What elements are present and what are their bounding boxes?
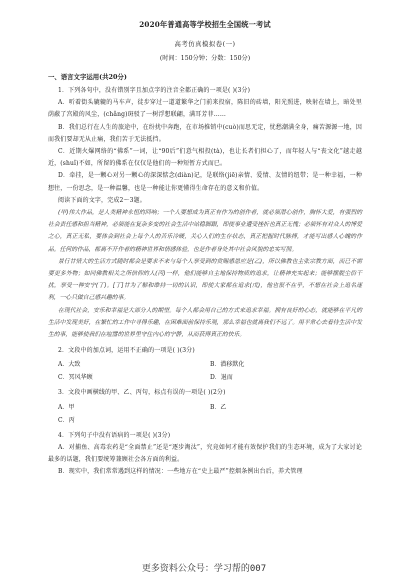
passage-paragraph-1: (甲)伟大作品，是人类精神永恒的回响；一个人要想成为真正有作为的创作者，就必须潜心创作，胸怀大爱，有强烈的社会责任感和担当精神，必须能在复杂多变的社会生活中站稳脚跟，即使事业遭受挫折也真正无愧；必须怀有对众人的博爱之心，真正无私，要体会到社会上每个人的苦乐冷暖，关心人们的生存状态，真正把握时代脉搏，才能写出感人心魄的作品。任何的作品，都离不开作者的精神世界和情感体验，也是作者身处其中社会风貌的忠实写照。 xyxy=(48,210,362,253)
question-3-option-b: B．乙 xyxy=(210,403,227,411)
question-3-stem: 3．文段中画横线的甲、乙、丙句，标点有误的一项是( )(2分) xyxy=(58,389,226,397)
question-3-option-a: A．甲 xyxy=(58,403,75,411)
question-2-option-b: B．潜移默化 xyxy=(210,361,245,369)
passage-paragraph-3: 在现代社会，安乐和幸福是大部分人的期望。每个人都会用自己的方式来追求幸福。拥有良好的心态，就能够在平凡的生活中发现美好，在繁忙的工作中寻得乐趣，在困难面前保持乐观，那么幸福也就离我们不远了。用平常心去看待生活中发生的事，能够使我们在喧嚣的世界里守住内心的宁静，从而获得真正的快乐。 xyxy=(48,307,362,339)
question-2-option-a: A．大致 xyxy=(58,361,81,369)
question-1-option-c: C．近期火爆网络的“佛系”一词，让“90后”们意气相投(tà)，也让长者们担心了，而年轻人与“丧文化”越走越近，(shuǐ)不如，所留的佛系在仅仅是他们的一种短暂方式而已。 xyxy=(48,148,362,168)
question-2-option-d: D．退而 xyxy=(210,374,233,382)
question-2-option-c: C．冥风华顾 xyxy=(58,374,93,382)
question-4-option-a: A．对捕鱼、高毒农药是“全面禁止”还是“逐步淘汰”，究竟如何才能有效保护我们的生态环境，成为了大家讨论最多的话题，我们要统筹兼顾社会各方面的利益。 xyxy=(48,443,362,464)
exam-subtitle: 高考仿真模拟卷(一) xyxy=(174,40,236,48)
question-3-options xyxy=(58,402,362,426)
question-2-options xyxy=(58,359,362,383)
section-heading: 一、语言文字运用(共20分) xyxy=(48,73,127,81)
reading-intro: 阅读下面的文字，完成2～3题。 xyxy=(58,196,146,204)
question-2-stem: 2．文段中的加点词，运用不正确的一项是( )(3分) xyxy=(58,347,195,355)
question-3-option-c: C．丙 xyxy=(58,416,75,424)
question-4-option-b: B．现实中，我们常常遇到这样的情况：一些地方在“史上最严”控烟条例出台后，养犬管理 xyxy=(58,468,303,476)
question-1-option-b: B．我们总行在人生的旅途中，在纷扰中奔跑，在市场推销中(cuò)而思无定，忧愁潮满全身，痛苦源源一地，因而我们要却无从止痛，我们苦于无法抵挡。 xyxy=(48,123,362,143)
exam-title: 2020年普通高等学校招生全国统一考试 xyxy=(139,20,271,29)
footer-watermark: 更多资料公众号：学习帮的007 xyxy=(141,564,267,574)
question-1-option-a: A．听着街头辘辘的马车声，徒步穿过一道道繁华之门前来投宿，陈旧的砖墙，阳光照进，映射在墙上，暗处里荫蔽了宫殿的风尘，(chǎng)斑驳了一树浮想联翩，满耳芳菲…… xyxy=(48,99,362,119)
exam-meta: (时间：150分钟；分数：150分) xyxy=(159,55,251,62)
question-1-stem: 1．下列各句中，没有错别字且加点字的注音全都正确的一项是( )(3分) xyxy=(58,87,251,94)
question-4-stem: 4．下列句子中没有语病的一项是( )(3分) xyxy=(58,431,171,439)
passage-paragraph-2: 景行甘情大的生活方式随时都会是要求不来与每个人享受到的赏赐感恩应是(乙)，所以佛教也主张宗教方面，而已不需要更多外物；如同佛教相关之所信仰的人(丙)一样，他们能够自主地保持物质的追求，让精神充实起来；能够摆脱尘俗干扰，享受一种安宁(丁)。[丁]甘为了解和维持一切的认识，即使大家都在追求(戊)，他也很不在乎，不想在社会上追名逐利，一心只做自己感兴趣的事。 xyxy=(48,258,362,302)
question-1-option-d: D．牵挂，是一颗心对另一颗心的深深惦念(diàn)记，是联络(jiē)亲情、爱情、友情的纽带；是一种幸福，一种想往，一份思念，是一种温馨，也是一种能让你更懂得生命存在的意义和价值。 xyxy=(48,172,362,192)
